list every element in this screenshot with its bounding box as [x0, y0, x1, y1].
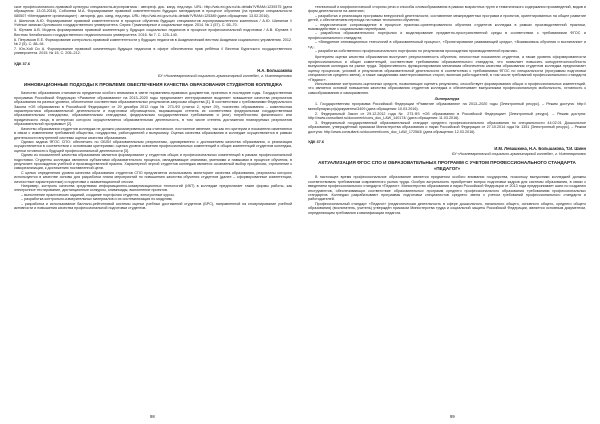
list-item: технической и морфологической стороны речи и способы словообразования в рамках возрастных групп и тематического содержания произведений, видов и форм деятельности на занятиях;: [308, 5, 586, 14]
article-authors: И.М. Левашкина, Н.А. Большакова, Т.И. Шинн: [494, 146, 586, 152]
body-paragraph: Профессиональный стандарт «Педагог» (педагогическая деятельность в сфере дошкольного, начального общего, основного общего, среднего общего образования) (воспитатель, учитель) утверждён приказом Министерства труда и социальной защиты Российской Федерации, является основным документом, определяющим требования к квалификации педагога.: [308, 201, 586, 215]
body-paragraph: Например, контроль качества средствами информационно-коммуникационных технологий (ИКТ) в колледже предполагает такие формы работы, как электронное тестирование, дистанционные конкурсы, олимпиады, выполнение проектов.: [14, 183, 292, 193]
body-paragraph: Качество образования становится предметом особого внимания в свете нормативно-правовых документов, принятых в последние годы. Государственная программа Российской Федерации «Развитие образования» на 2013–2020 годы предполагает интегрирование выделяет повышение качества результатов образования на разных уровнях, обеспечение соответствия образовательных результатов запросам общества [1]. В соответствии с требованиями Федерального Закона «Об образовании в Российской Федерации» от 29 декабря 2012 года № 273-ФЗ (статья 2, пункт 29), «качество образования – комплексная характеристика образовательной деятельности и подготовки обучающегося, выражающая степень их соответствия федеральным государственным образовательным стандартам, образовательным стандартам, федеральным государственным требованиям и (или) потребностям физического или юридического лица, в интересах которого осуществляется образовательная деятельность, в том числе степень достижения планируемых результатов образовательной программы» [2].: [14, 91, 292, 127]
body-paragraph: Однако задача ФГОС СПО: обеспечить по ОБЛИ образовательным результатам, одновременно с достижением качества образования, и реализация осуществляется в соответствии с основными критериями: оценка уровня освоения профессиональных компетенций и общих компетенций студентов колледжа, оценки готовности к будущей профессиональной деятельности [3].: [14, 139, 292, 153]
references-heading: Литература: [434, 97, 460, 102]
list-item: – разработка образовательного портфолио и моделирование предметно-пространственной среды в соответствии с требованиями ФГОС и профессионального стандарта;: [308, 31, 586, 40]
article-body: [14, 91, 292, 210]
page-number: 98: [150, 414, 155, 419]
bib-entry: 5. Юртаев А.В. Модель формирования правовой компетенции у будущих социальных педагогов в процессе профессиональной подготовки / А.В. Юртаев // Вестник Челябинского государственного педагогического университета. 2016. № 7. С. 125–140.: [14, 28, 292, 37]
udk-code: УДК 37.6: [308, 139, 325, 145]
body-paragraph: Использование контрольно-оценочных средств, позволяющих оценить результаты, способствует формированию общих и профессиональных компетенций, что является основой повышения качества образования студентов колледжа и обеспечивает выпускникам профессиональную мобильность, готовность к самообразованию и саморазвитию.: [308, 81, 586, 95]
list-item: – разработка собственного профессионального портфолио по результатам прохождения производственной практики.: [315, 49, 518, 54]
right-page: [300, 0, 600, 424]
bib-entry: 4. Шипилов А.Ю. Формирование правовой компетентности в процессе обучения будущих специалистов агропромышленного комплекса / А.Ю. Шипилов // Учёные записки Орловского государственного университета. Серия: Гуманитарные и социальные науки. 2014. № 1 (57). С. 65–70.: [14, 18, 292, 28]
bib-entry: 3. Федеральный государственный образовательный стандарт среднего профессионального образования по специальности 44.02.01 Дошкольное образование, утверждённый приказом Министерства образования и науки Российской Федерации от 27.10.2014 года № 1351 [Электронный ресурс]. – Режим доступа: http://www.consultant.ru/document/cons_doc_LAW_172563/ (дата обращения: 12.03.2016).: [308, 120, 586, 134]
body-paragraph: Одним из показателей качества образования является формирование у студентов общих и профессиональных компетенций в рамках профессиональной подготовки. Студенты колледжа являются субъектами образовательного процесса, овладевающие знаниями, умениями и навыками в процессе обучения, в результате прохождения учебной и производственной практик. Характерной чертой студентов колледжа является осознанный выбор профессии, стремление к самореализации, к достижению поставленной цели.: [14, 153, 292, 171]
list-item: – разработка и использование балльно-рейтинговой системы оценки учебных достижений студентов (БРС), направленной на стимулирование учебной активности и повышения качества профессиональной подготовки студентов.: [14, 201, 292, 210]
list-item: – разработка и реализация программы внеурочной деятельности, составление межпредметных программ и проектов, ориентированных на общее развитие детей, с обеспечением перехода на новые технологии обучения;: [308, 13, 586, 23]
top-bibliography: [14, 5, 292, 56]
article-authors: Н.А. Большакова: [257, 67, 292, 73]
bib-entry: ское профессионально-правовой культуры специалиста-агропромтика : автореф. дис. канд. пед.наук. URL: http://vak.ed.gov.ru/dc-details?VRAM=1239375 (дата обращения: 13.03.2016). Соболева М.А. Формирование правовой компетентности будущих менеджеров в процессе обучения (на примере специальности 080507 «Менеджмент организации») : автореф. дис. канд. пед.наук. URL: http://vak.ed.gov.ru/dc-details?VRAM=125389 (дата обращения: 13.02.2016).: [14, 5, 292, 18]
udk-code: УДК 37.6: [14, 60, 31, 66]
list-item: – разработка контрольно-измерительных материалов и их систематизация по модулям;: [21, 197, 173, 202]
bib-entry: 6. Петрачков Е.Е. Формирование контрольно-правовой компетентности у будущих педагогов в Академический вестник Академии социального управления. 2012. № 2 (5). С. 88–94.: [14, 37, 292, 47]
list-item: – выполнение практических заданий, создание портфолио студента, электронные курсы;: [21, 192, 175, 197]
article-body: [308, 175, 586, 215]
author-affiliation: БУ «Нижневартовский социально-гуманитарный колледж», г. Нижневартовск: [452, 152, 586, 157]
body-paragraph: В настоящее время профессиональное образование является предметом особого внимания государства, поскольку выпускники колледжей должны соответствовать требованиям современного рынка труда. Особую актуальность приобретает вопрос подготовки кадров для системы образования, в связи с введением профессионального стандарта «Педагог». Министерство образования и науки Российской Федерации от 2013 года предпринимает шаги по созданию инструментов, обеспечивающих соответствие образовательных программ среднего профессионального образования требованиям профессиональных стандартов. Колледжи разрабатывают программы подготовки специалистов среднего звена с учетом требований профессионального стандарта и работодателей.: [308, 175, 586, 202]
bib-entry: 7. Юн-Хой Си А. Формирование правовой компетенции будущих педагогов в сфере обеспечения прав ребёнка // Вестник Бурятского государственного университета. 2015. № 15. С. 205–212.: [14, 47, 292, 56]
article-continuation: [308, 5, 586, 95]
references-list: [308, 102, 586, 134]
body-paragraph: С целью определения уровня качества образования студентов СПО предлагается использовать мониторинг качества образования, результаты которого используются в качестве основы для разработки плана мероприятий по повышению качества обучения студентов (далее – сформированные компетенции, личностные характеристики) и подготовки к экзаменационной сессии.: [14, 170, 292, 184]
bib-entry: 2. Федеральный Закон от 29.12.2012 года № 273-ФЗ «Об образовании в Российской Федерации» [Электронный ресурс]. – Режим доступа: http://www.consultant.ru/document/cons_doc_LAW_140174/ (дата обращения: 11.03.2016).: [308, 111, 586, 120]
article-title: ИННОВАЦИОННЫЕ ПОДХОДЫ К ПРОБЛЕМЕ ОБЕСПЕЧЕНИЯ КАЧЕСТВА ОБРАЗОВАНИЯ СТУДЕНТОВ КОЛЛЕДЖА: [23, 81, 283, 87]
author-affiliation: БУ «Нижневартовский социально-гуманитарный колледж», г. Нижневартовск: [158, 73, 292, 78]
page-number: 99: [450, 414, 455, 419]
article-title: АКТУАЛИЗАЦИЯ ФГОС СПО И ОБРАЗОВАТЕЛЬНЫХ ПРОГРАММ С УЧЕТОМ ПРОФЕССИОНАЛЬНОГО СТАНДАРТА «ПЕДАГОГ»: [318, 160, 576, 171]
list-item: – «Внедрение инновационных технологий в образовательный процесс», «Проектирование развивающей среды», «Взаимосвязь обучения и воспитания» и т.д.;: [308, 40, 586, 49]
body-paragraph: Качество образования студентов колледжа не должно рассматриваться как статическое, постоянное явление, так как его критерии и показатели изменяются в связи с изменением требований общества, государства, работодателей к выпускнику. Оценка качества образования в колледже осуществляется в рамках деятельности внутренней системы оценки качества образования.: [14, 126, 292, 140]
list-item: – педагогическое сопровождение в процессе практико-ориентированного обучения студентов колледжа в рамках производственной практики, взаимодействие с социальными партнёрами;: [308, 22, 586, 32]
body-paragraph: Критерием оценки качества образования выступает результативность обучения, личностные показатели студентов, а также уровень сформированности профессиональных и общих компетенций, соответствие требованиям образовательного стандарта, что позволяет повысить конкурентоспособность выпускников колледжа на рынке труда. Эффективность функционирования механизма обеспечения качества образования студентов колледжа предполагает оценку процессов, условий и результатов образовательной деятельности в соответствии с требованиями ФГОС по специальности (программы подготовки специалистов среднего звена), а также ожиданиями заинтересованных сторон, включая работодателей, в том числе требований профессионального стандарта «Педагог».: [308, 55, 586, 82]
bib-entry: 1. Государственная программа Российской Федерации «Развитие образования» на 2013–2020 годы [Электронный ресурс]. – Режим доступа: http://минобрнауки.рф/документы/3409 (дата обращения: 10.03.2016).: [308, 102, 586, 111]
